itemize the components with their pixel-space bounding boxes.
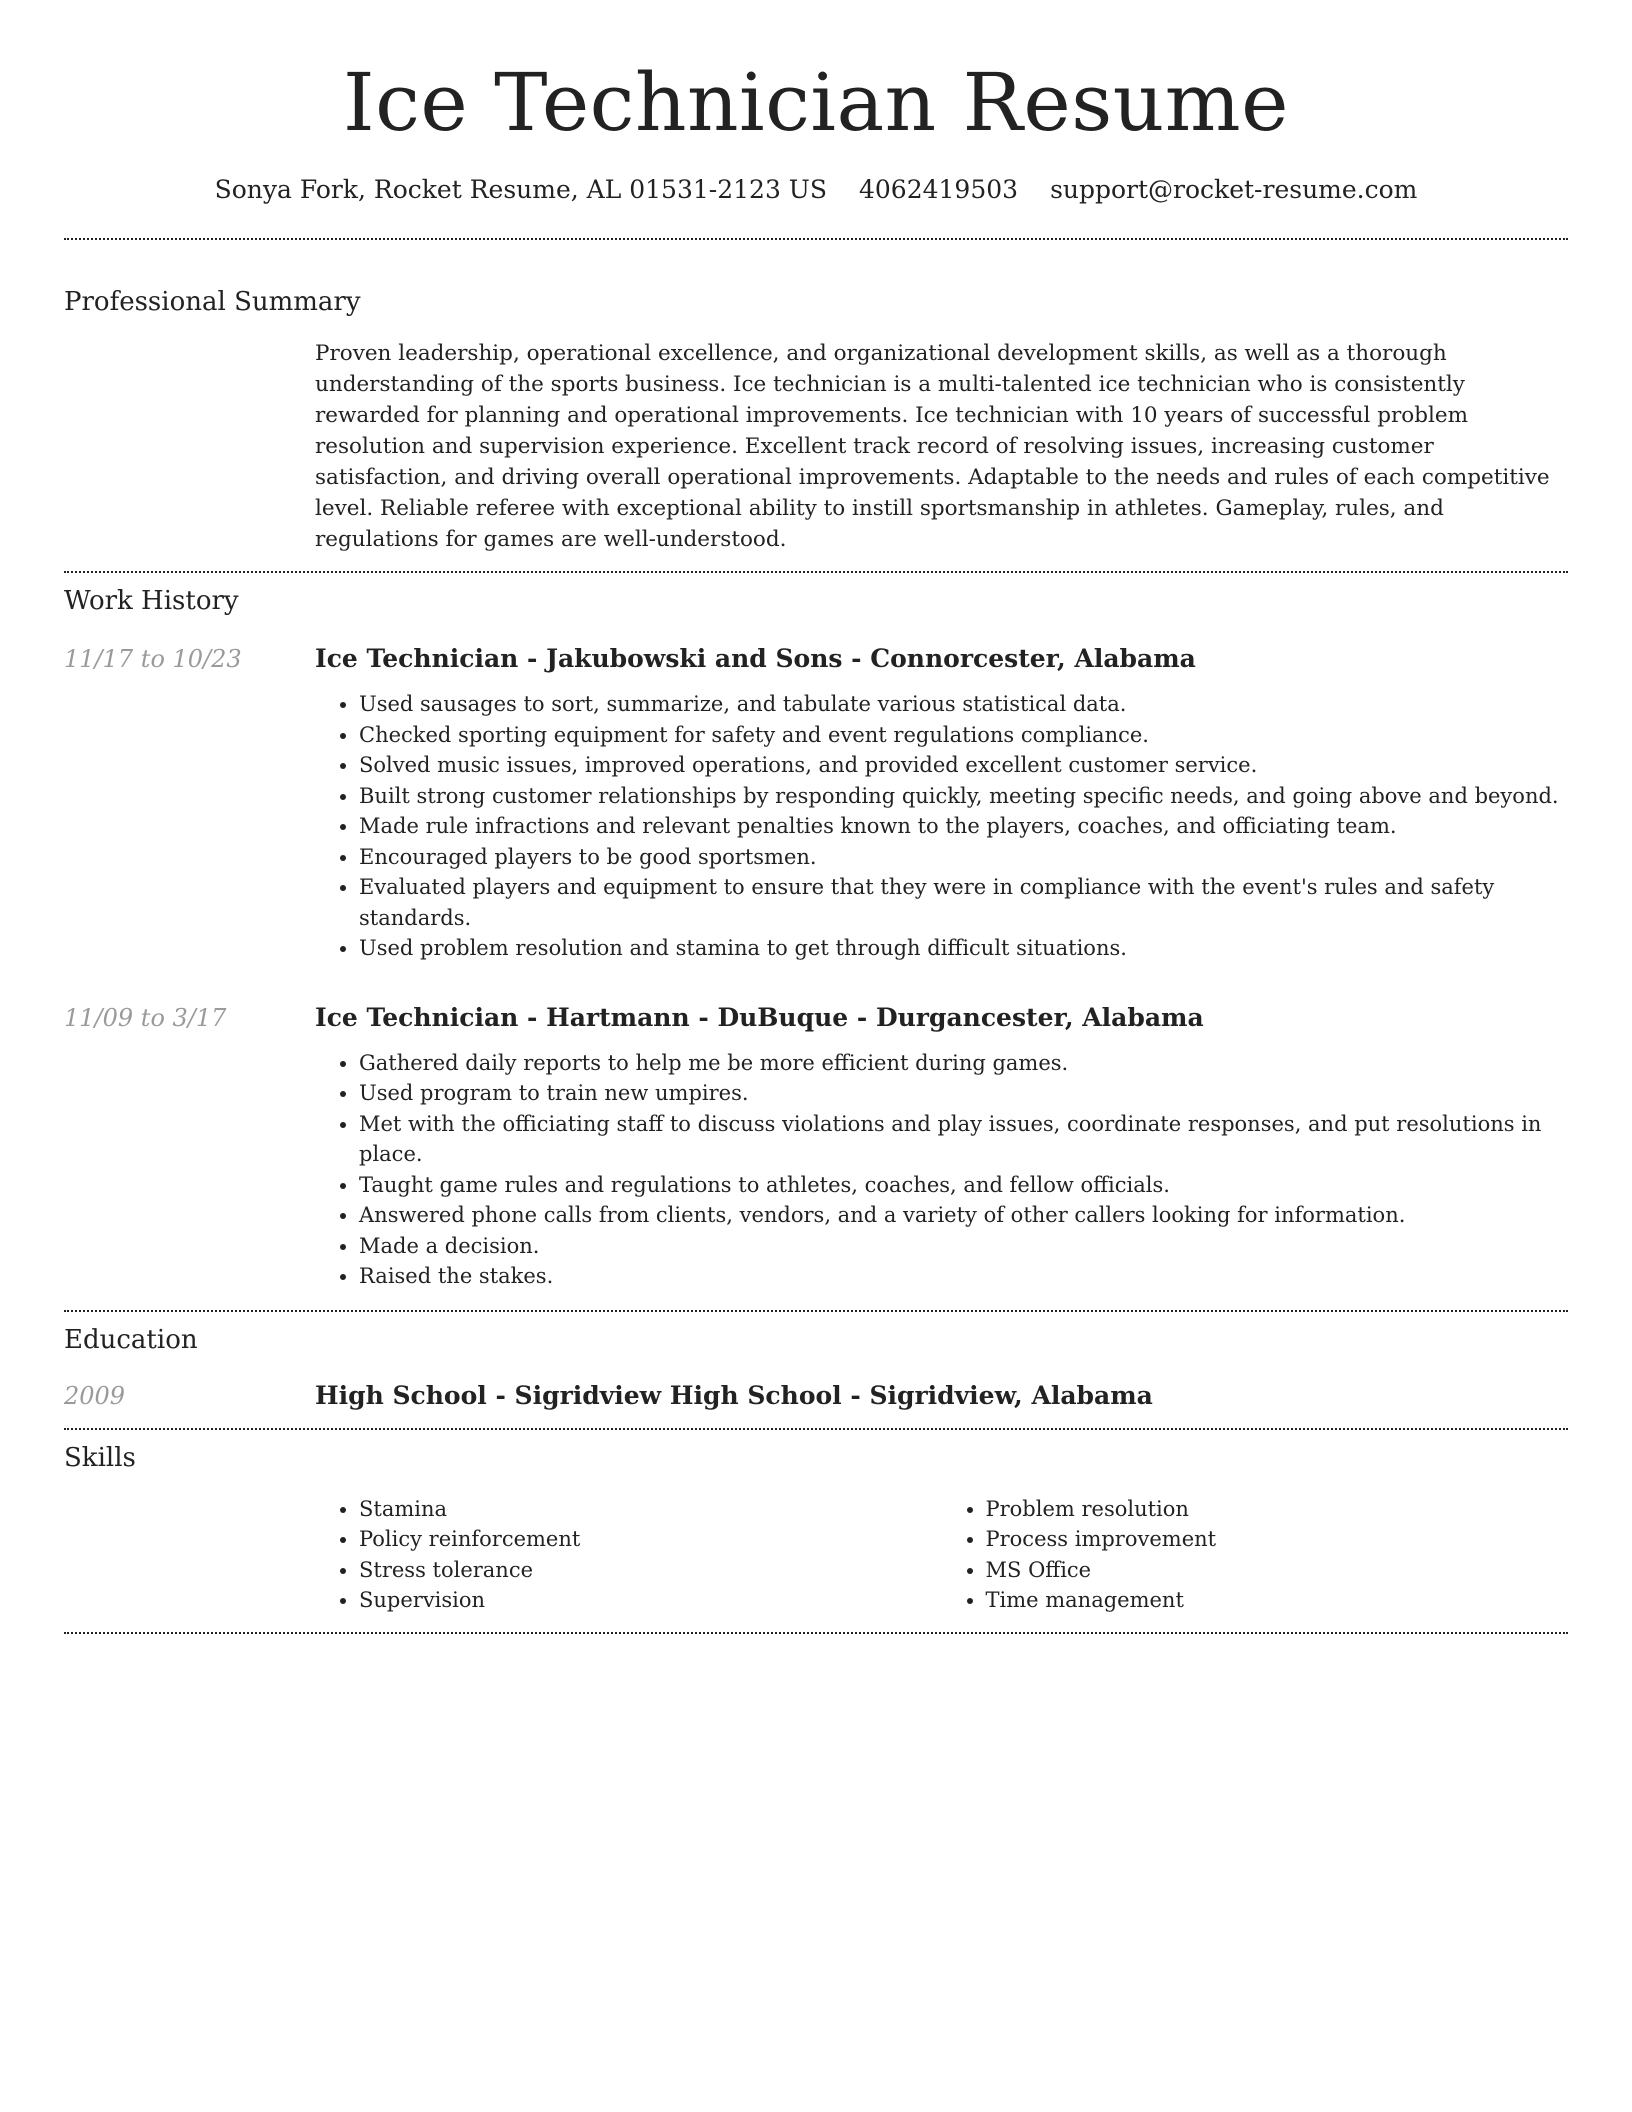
job-duty: • Answered phone calls from clients, vendors, and a variety of other callers looking for information.: [359, 1200, 1568, 1231]
job-duty: • Taught game rules and regulations to athletes, coaches, and fellow officials.: [359, 1170, 1568, 1201]
skill-item: • Stamina: [359, 1494, 942, 1525]
job-duty: • Encouraged players to be good sportsmen.: [359, 842, 1568, 873]
job-dates: 11/17 to 10/23: [64, 645, 242, 673]
job-duty: • Made rule infractions and relevant penalties known to the players, coaches, and officiating team.: [359, 811, 1568, 842]
skill-item: • Problem resolution: [986, 1494, 1569, 1525]
job-title: Ice Technician - Hartmann - DuBuque - Durgancester, Alabama: [315, 1002, 1204, 1032]
skill-item: • Policy reinforcement: [359, 1524, 942, 1555]
job-duty: • Built strong customer relationships by responding quickly, meeting specific needs, and going above and beyond.: [359, 781, 1568, 812]
job-duty: • Used problem resolution and stamina to get through difficult situations.: [359, 933, 1568, 964]
summary-section: [64, 240, 1568, 555]
contact-email: support@rocket-resume.com: [1050, 175, 1418, 204]
job-duty: • Made a decision.: [359, 1231, 1568, 1262]
job-duty: • Solved music issues, improved operations, and provided excellent customer service.: [359, 750, 1568, 781]
education-section: [64, 1312, 1568, 1414]
summary-text: Proven leadership, operational excellence, and organizational development skills, as well as a thorough understanding of the sports business. Ice technician is a multi-talented ice technician who is consistently rewarded for planning and operational improvements. Ice technician with 10 years of successful problem resolution and supervision experience. Excellent track record of resolving issues, increasing customer satisfaction, and driving overall operational improvements. Adaptable to the needs and rules of each competitive level. Reliable referee with exceptional ability to instill sportsmanship in athletes. Gameplay, rules, and regulations for games are well-understood.: [315, 341, 1550, 552]
education-dates: 2009: [64, 1381, 126, 1410]
job-duty: • Checked sporting equipment for safety and event regulations compliance.: [359, 720, 1568, 751]
skill-item: • Stress tolerance: [359, 1555, 942, 1586]
job-entry: [64, 641, 1568, 964]
work-history-section: [64, 573, 1568, 1292]
skill-item: • Process improvement: [986, 1524, 1569, 1555]
skills-heading: Skills: [64, 1442, 136, 1473]
work-history-heading: Work History: [64, 586, 239, 616]
skills-section: [64, 1430, 1568, 1616]
skill-item: • Supervision: [359, 1585, 942, 1616]
skills-list-left: [315, 1494, 942, 1616]
job-duties: [315, 1048, 1568, 1292]
job-duty: • Used program to train new umpires.: [359, 1078, 1568, 1109]
job-dates: 11/09 to 3/17: [64, 1003, 227, 1032]
education-title: High School - Sigridview High School - Sigridview, Alabama: [315, 1380, 1153, 1410]
job-title: Ice Technician - Jakubowski and Sons - Connorcester, Alabama: [315, 644, 1196, 673]
skill-item: • MS Office: [986, 1555, 1569, 1586]
job-duties: [315, 689, 1568, 964]
skills-grid: [315, 1494, 1568, 1616]
education-heading: Education: [64, 1324, 198, 1355]
job-duty: • Used sausages to sort, summarize, and tabulate various statistical data.: [359, 689, 1568, 720]
job-duty: • Met with the officiating staff to discuss violations and play issues, coordinate responses, and put resolutions in place.: [359, 1109, 1568, 1170]
summary-heading: Professional Summary: [64, 287, 361, 317]
job-duty: • Gathered daily reports to help me be more efficient during games.: [359, 1048, 1568, 1079]
education-entry: [64, 1378, 1568, 1414]
skill-item: • Time management: [986, 1585, 1569, 1616]
job-entry: [64, 1000, 1568, 1292]
job-duty: • Raised the stakes.: [359, 1261, 1568, 1292]
job-duty: • Evaluated players and equipment to ensure that they were in compliance with the event's rules and safety standards.: [359, 872, 1568, 933]
resume-title: Ice Technician Resume: [342, 56, 1289, 149]
skills-list-right: [942, 1494, 1569, 1616]
contact-phone: 4062419503: [859, 175, 1019, 204]
contact-line: [64, 172, 1568, 208]
section-divider: [64, 1632, 1568, 1634]
contact-address: Sonya Fork, Rocket Resume, AL 01531-2123 US: [214, 175, 827, 204]
